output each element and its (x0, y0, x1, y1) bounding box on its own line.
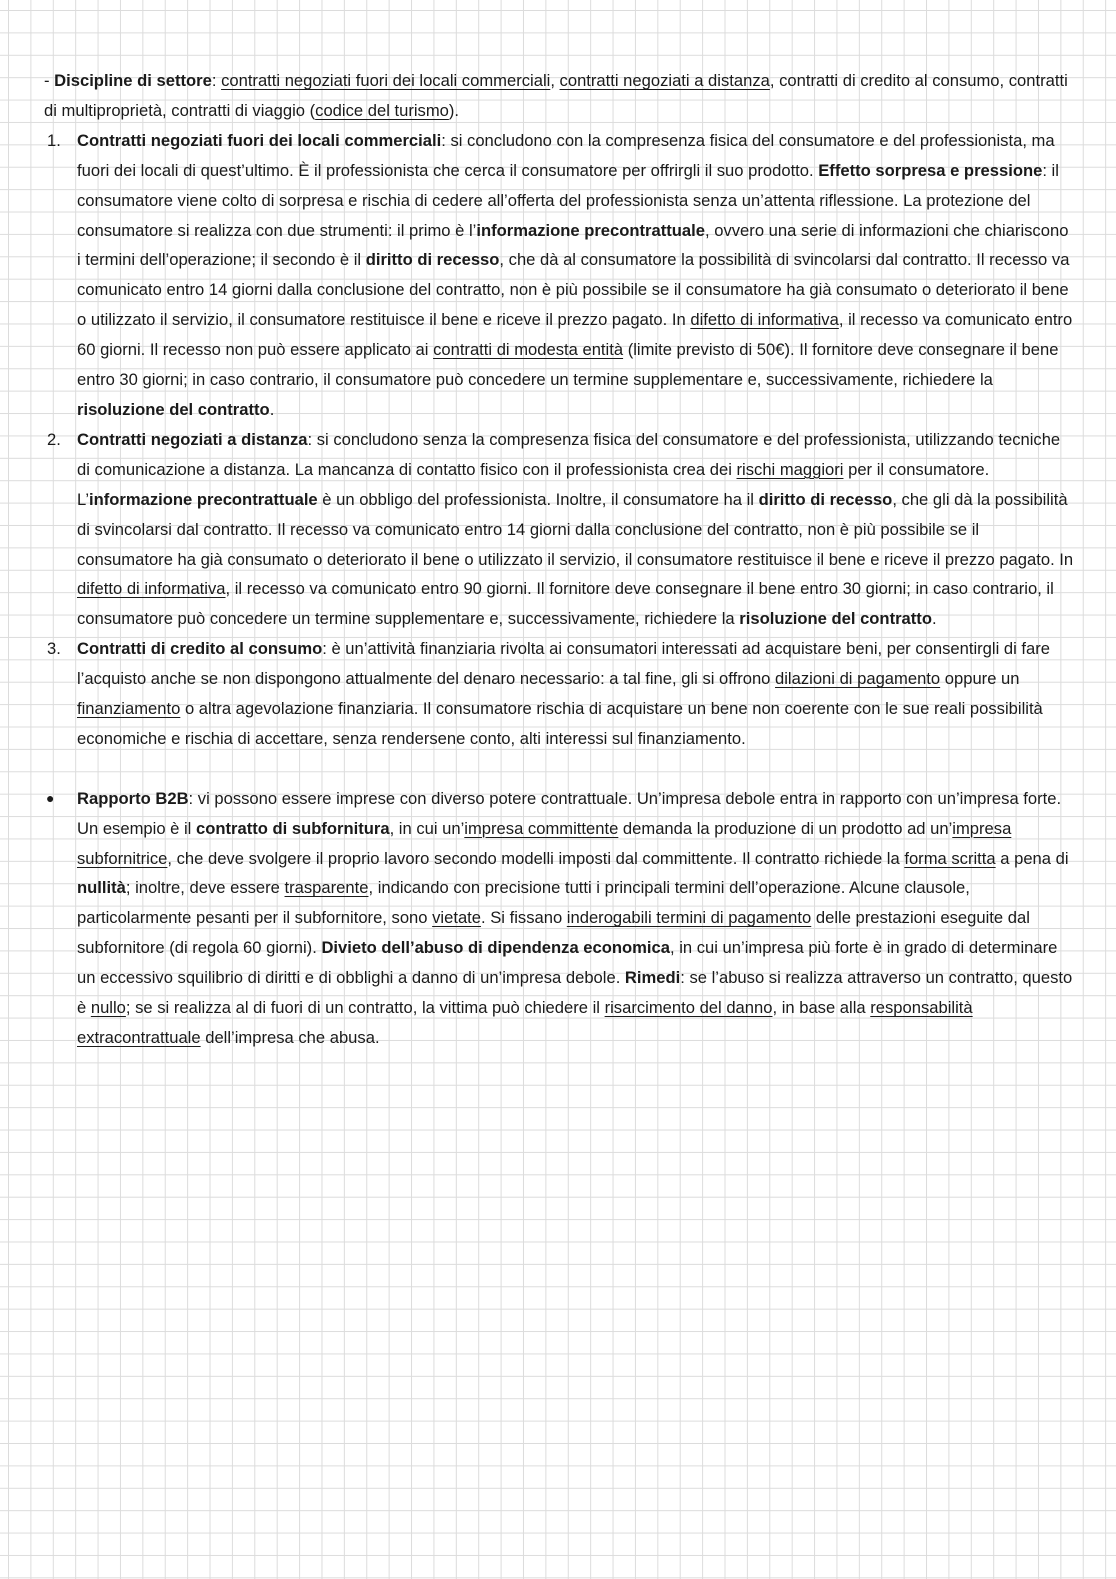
list-item-2 (44, 425, 1074, 634)
list-item-text: Contratti negoziati a distanza: si concludono senza la compresenza fisica del consumatore e del professionista, utilizzando tecniche di comunicazione a distanza. La mancanza di contatto fisico con il professionista crea dei rischi maggiori per il consumatore. L’informazione precontrattuale è un obbligo del professionista. Inoltre, il consumatore ha il diritto di recesso, che gli dà la possibilità di svincolarsi dal contratto. Il recesso va comunicato entro 14 giorni dalla conclusione del contratto, non è più possibile se il consumatore ha già consumato o deteriorato il bene o utilizzato il servizio, il consumatore restituisce il bene e riceve il prezzo pagato. In difetto di informativa, il recesso va comunicato entro 90 giorni. Il fornitore deve consegnare il bene entro 30 giorni; in caso contrario, il consumatore può concedere un termine supplementare e, successivamente, richiedere la risoluzione del contratto. (77, 429, 1074, 629)
list-number: 2. (47, 429, 61, 449)
list-item-1 (44, 126, 1074, 425)
blank-line (44, 754, 1074, 784)
list-item-text: Contratti negoziati fuori dei locali commerciali: si concludono con la compresenza fisica del consumatore e del professionista, ma fuori dei locali di quest’ultimo. È il professionista che cerca il consumatore per offrirgli il suo prodotto. Effetto sorpresa e pressione: il consumatore viene colto di sorpresa e rischia di cedere all’offerta del professionista senza un’attenta riflessione. La protezione del consumatore si realizza con due strumenti: il primo è l’informazione precontrattuale, ovvero una serie di informazioni che chiariscono i termini dell’operazione; il secondo è il diritto di recesso, che dà al consumatore la possibilità di svincolarsi dal contratto. Il recesso va comunicato entro 14 giorni dalla conclusione del contratto, non è più possibile se il consumatore ha già consumato o deteriorato il bene o utilizzato il servizio, il consumatore restituisce il bene e riceve il prezzo pagato. In difetto di informativa, il recesso va comunicato entro 60 giorni. Il recesso non può essere applicato ai contratti di modesta entità (limite previsto di 50€). Il fornitore deve consegnare il bene entro 30 giorni; in caso contrario, il consumatore può concedere un termine supplementare e, successivamente, richiedere la risoluzione del contratto. (77, 130, 1073, 419)
document-page (44, 66, 1074, 1053)
list-number: 1. (47, 130, 61, 150)
underlined-term: contratti negoziati fuori dei locali commerciali (221, 71, 551, 90)
list-item-3 (44, 634, 1074, 754)
bullet-icon: ● (46, 789, 55, 806)
list-item-text: Contratti di credito al consumo: è un’attività finanziaria rivolta ai consumatori interessati ad acquistare beni, per consentirgli di fare l’acquisto anche se non dispongono attualmente del denaro necessario: a tal fine, gli si offrono dilazioni di pagamento oppure un finanziamento o altra agevolazione finanziaria. Il consumatore rischia di acquistare un bene non coerente con le sue reali possibilità economiche e rischia di accettare, senza rendersene conto, alti interessi sul finanziamento. (77, 639, 1050, 748)
bullet-item-text: Rapporto B2B: vi possono essere imprese con diverso potere contrattuale. Un’impresa debole entra in rapporto con un’impresa forte. Un esempio è il contratto di subfornitura, in cui un’impresa committente demanda la produzione di un prodotto ad un’impresa subfornitrice, che deve svolgere il proprio lavoro secondo modelli imposti dal committente. Il contratto richiede la forma scritta a pena di nullità; inoltre, deve essere trasparente, indicando con precisione tutti i principali termini dell’operazione. Alcune clausole, particolarmente pesanti per il subfornitore, sono vietate. Si fissano inderogabili termini di pagamento delle prestazioni eseguite dal subfornitore (di regola 60 giorni). Divieto dell’abuso di dipendenza economica, in cui un’impresa più forte è in grado di determinare un eccessivo squilibrio di diritti e di obblighi a danno di un’impresa debole. Rimedi: se l’abuso si realizza attraverso un contratto, questo è nullo; se si realizza al di fuori di un contratto, la vittima può chiedere il risarcimento del danno, in base alla responsabilità extracontrattuale dell’impresa che abusa. (77, 788, 1073, 1047)
intro-paragraph: - Discipline di settore: contratti negoziati fuori dei locali commerciali, contratti negoziati a distanza, contratti di credito al consumo, contratti di multiproprietà, contratti di viaggio (codice del turismo). (44, 71, 1068, 120)
intro-label: Discipline di settore (54, 71, 212, 90)
list-number: 3. (47, 639, 61, 659)
underlined-term: codice del turismo (315, 100, 449, 120)
underlined-term: contratti negoziati a distanza (559, 71, 770, 90)
bullet-item-b2b (44, 784, 1074, 1053)
